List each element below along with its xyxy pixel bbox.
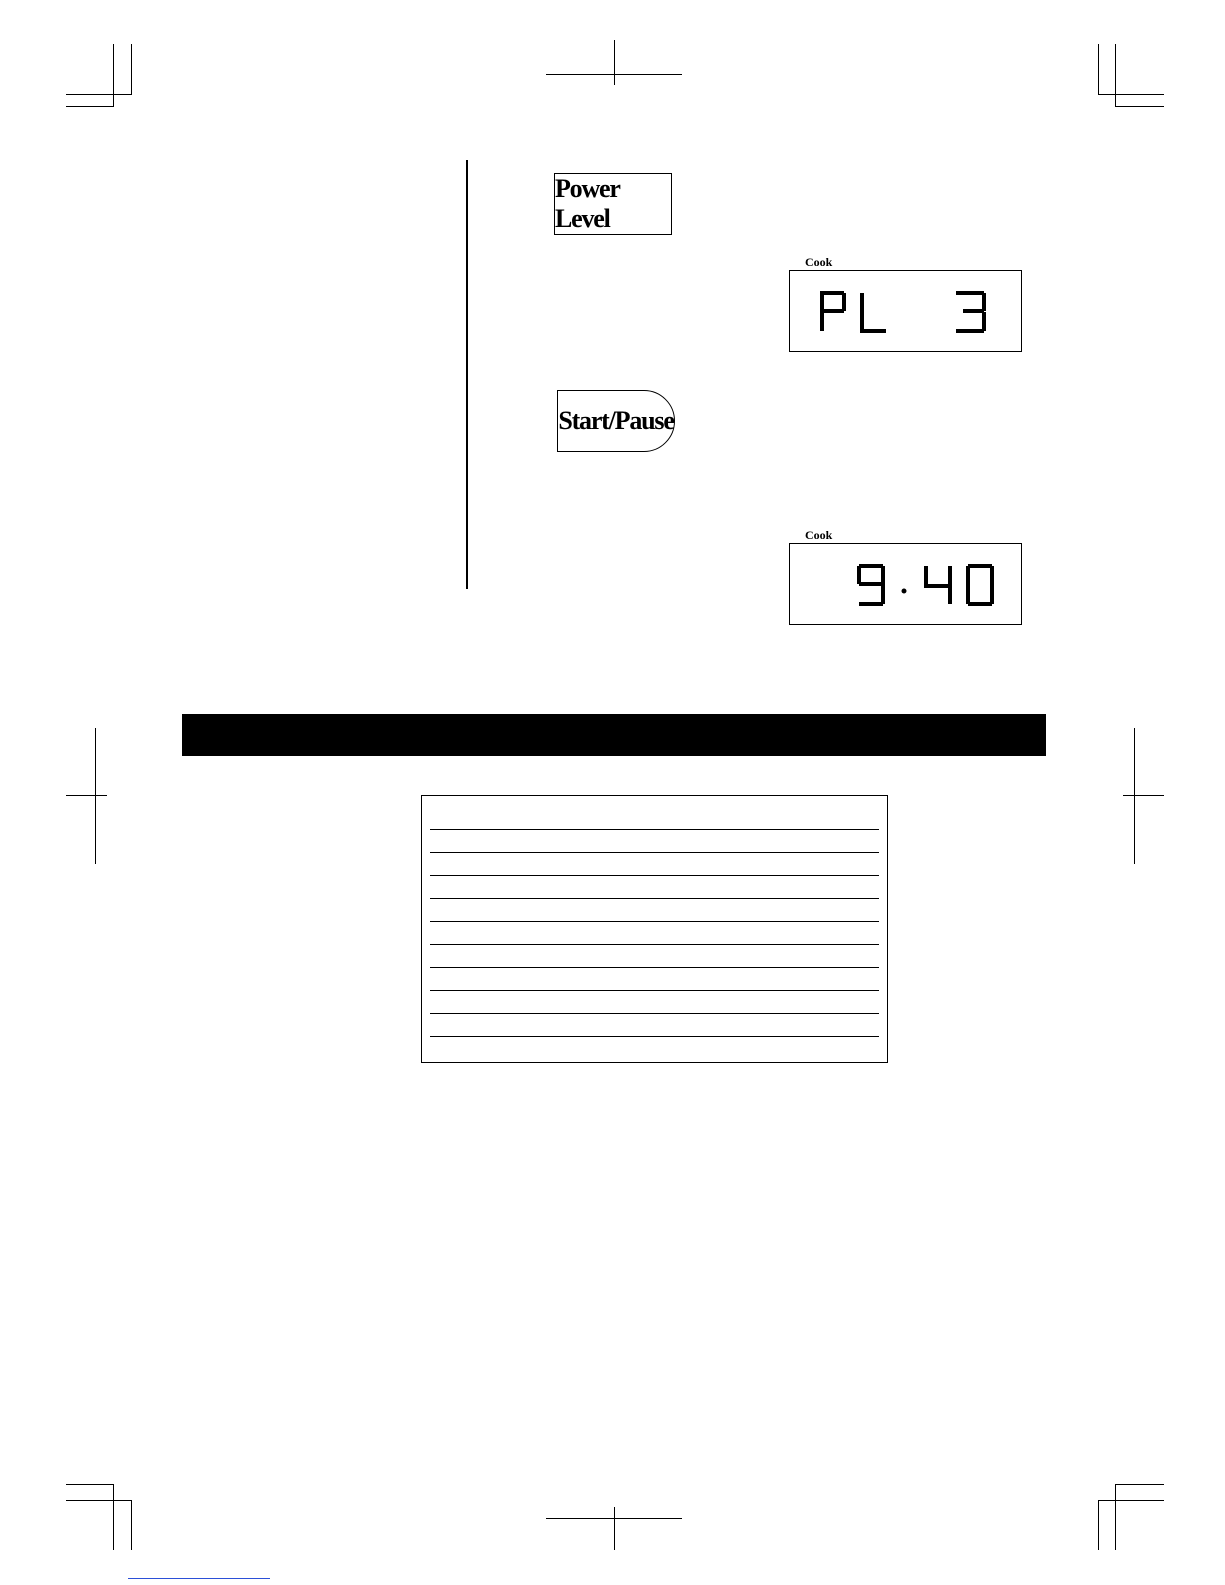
table-row-divider	[430, 944, 879, 945]
lcd-display-power-level	[789, 270, 1022, 352]
table-row-divider	[430, 921, 879, 922]
section-header-bar	[182, 714, 1046, 756]
table-row-divider	[430, 1013, 879, 1014]
lcd-display-time	[789, 543, 1022, 625]
lcd-segment-digits	[790, 271, 1021, 351]
table-row-divider	[430, 967, 879, 968]
start-pause-label: Start/Pause	[558, 406, 674, 435]
table-row-divider	[430, 898, 879, 899]
table-row-divider	[430, 852, 879, 853]
cook-indicator-label: Cook	[805, 255, 833, 269]
start-pause-button[interactable]	[557, 390, 675, 452]
column-divider	[466, 160, 468, 589]
lcd-segment-digits	[790, 544, 1021, 624]
footer-link-underline[interactable]	[128, 1578, 270, 1579]
power-level-label: Power Level	[555, 174, 620, 233]
power-level-table	[421, 795, 888, 1063]
cook-indicator-label-flashing: Cook	[805, 528, 833, 542]
table-row-divider	[430, 1036, 879, 1037]
table-row-divider	[430, 875, 879, 876]
power-level-button[interactable]	[554, 173, 672, 235]
table-row-divider	[430, 829, 879, 830]
table-row-divider	[430, 990, 879, 991]
